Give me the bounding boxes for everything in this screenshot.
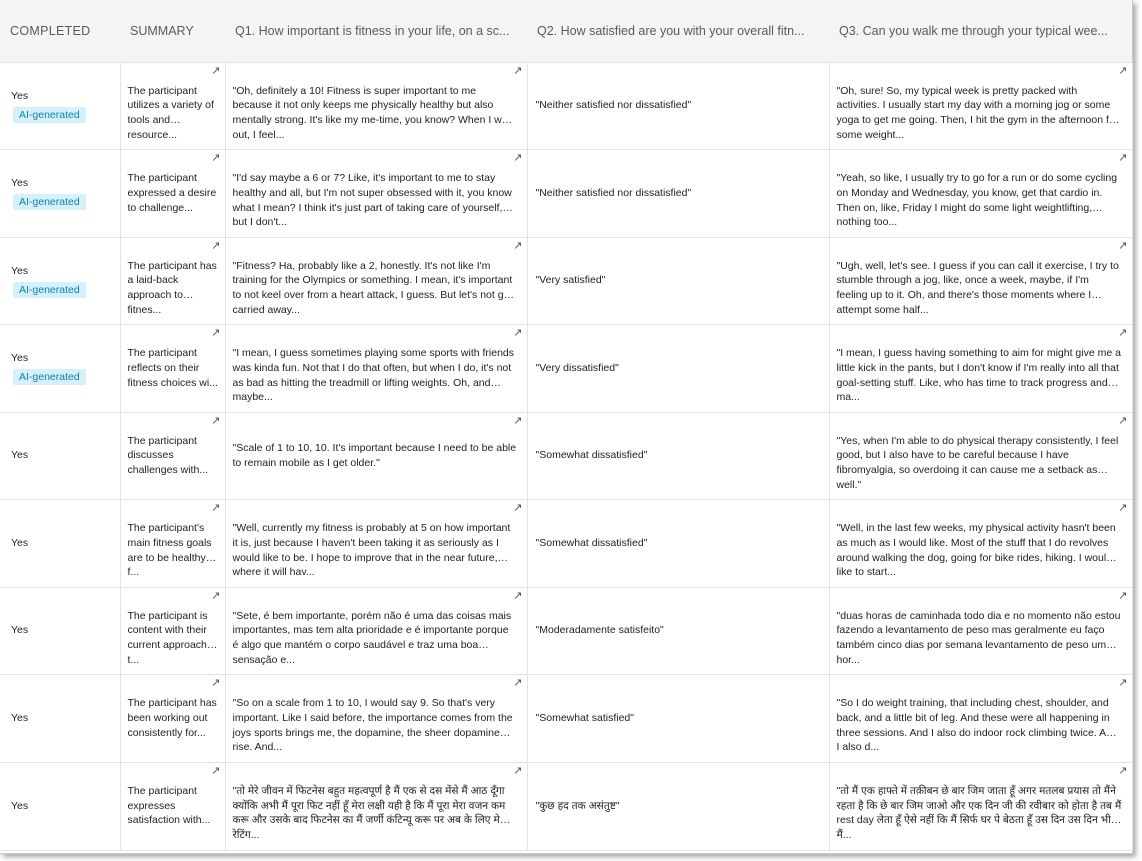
cell-summary-text: The participant expressed a desire to challenge... — [127, 172, 217, 214]
cell-q1[interactable] — [225, 62, 527, 150]
table-row[interactable] — [0, 675, 1132, 763]
cell-q2-text: "Somewhat dissatisfied" — [535, 536, 648, 549]
expand-cell-icon[interactable]: ↗ — [513, 764, 523, 777]
cell-completed[interactable] — [0, 412, 120, 500]
expand-cell-icon[interactable]: ↗ — [513, 677, 523, 689]
cell-q1-text: "I mean, I guess sometimes playing some sports with friends was kinda fun. Not that I do that often, but when I do, it's not as bad as hitting the treadmill or lifting weights. Oh, and maybe... — [232, 347, 515, 404]
cell-q1-text: "I'd say maybe a 6 or 7? Like, it's important to me to stay healthy and all, but I'm not super obsessed with it, you know what I mean? I think it's just part of taking care of yourself, but I don't... — [232, 172, 512, 229]
cell-completed[interactable] — [0, 237, 120, 325]
cell-q2[interactable] — [527, 150, 829, 238]
expand-cell-icon[interactable]: ↗ — [1118, 152, 1128, 164]
table-row[interactable] — [0, 62, 1132, 150]
cell-completed[interactable] — [0, 500, 120, 588]
cell-q2-text: "कुछ हद तक असंतुष्ट" — [535, 799, 620, 812]
column-header-summary[interactable]: SUMMARY — [120, 0, 225, 62]
cell-q2-text: "Moderadamente satisfeito" — [535, 624, 664, 637]
column-header-q1[interactable]: Q1. How important is fitness in your life, on a sc... — [225, 0, 527, 62]
cell-q2[interactable] — [527, 675, 829, 763]
cell-completed[interactable] — [0, 62, 120, 150]
cell-summary-text: The participant reflects on their fitness choices wi... — [127, 347, 218, 389]
table-row[interactable] — [0, 587, 1132, 675]
cell-summary[interactable] — [120, 762, 225, 850]
cell-q1-text: "Oh, definitely a 10! Fitness is super important to me because it not only keeps me physically healthy but also mentally strong. It's like my me-time, you know? When I work out, I feel... — [232, 84, 517, 141]
cell-q2[interactable] — [527, 587, 829, 675]
cell-q2-text: "Neither satisfied nor dissatisfied" — [535, 99, 692, 112]
cell-summary[interactable] — [120, 325, 225, 413]
cell-q3[interactable] — [829, 500, 1132, 588]
cell-q1[interactable] — [225, 412, 527, 500]
cell-q2[interactable] — [527, 412, 829, 500]
cell-q2-text: "Somewhat dissatisfied" — [535, 449, 648, 462]
completed-value: Yes — [11, 449, 29, 462]
cell-summary-text: The participant utilizes a variety of tools and resource... — [127, 84, 214, 141]
cell-q3[interactable] — [829, 412, 1132, 500]
cell-q3-text: "तो मैं एक हाफ्ते में तक़ीबन छे बार जिम जाता हूँ अगर मतलब प्रयास तो मैंने रहता है कि छे बार जिम जाओ और एक दिन जी की रवीबार को होता है तब मैं rest day लेता हूँ ऐसे नहीं कि मैं सिर्फ घर पे बेठता हूँ उस दिन उस दिन भी मैं... — [836, 785, 1122, 841]
expand-cell-icon[interactable]: ↗ — [211, 589, 221, 602]
cell-summary[interactable] — [120, 587, 225, 675]
cell-q3-text: "So I do weight training, that including chest, shoulder, and back, and a little bit of leg. And these were all happening in three sessions. And I also do indoor rock climbing twice. And I also d... — [836, 697, 1118, 754]
cell-q1[interactable] — [225, 762, 527, 850]
cell-q1[interactable] — [225, 587, 527, 675]
completed-value: Yes — [11, 624, 29, 637]
cell-summary[interactable] — [120, 500, 225, 588]
ai-generated-badge: AI-generated — [13, 107, 86, 123]
cell-q3[interactable] — [829, 237, 1132, 325]
cell-q1[interactable] — [225, 325, 527, 413]
expand-cell-icon[interactable]: ↗ — [211, 64, 221, 77]
cell-summary-text: The participant expresses satisfaction with... — [127, 785, 211, 827]
table-row[interactable] — [0, 412, 1132, 500]
cell-summary[interactable] — [120, 412, 225, 500]
cell-summary-text: The participant is content with their current approach t... — [127, 609, 208, 666]
expand-cell-icon[interactable]: ↗ — [211, 502, 221, 514]
cell-summary[interactable] — [120, 675, 225, 763]
completed-value: Yes — [11, 536, 29, 549]
cell-q2[interactable] — [527, 325, 829, 413]
cell-q1-text: "तो मेरे जीवन में फिटनेस बहुत महत्वपूर्ण है मैं एक से दस मेंसे मैं आठ दूँगा क्योंकि अभी मैं पूरा फिट नहीं हूँ मेरा लक्षी यही है कि मैं पूरा मेरा वजन कम करू और उसके बाद फिटनेस का मैं जर्णी कंटिन्यू करू पर अब के लिए मेरा रेटिंग... — [232, 785, 507, 841]
cell-q3[interactable] — [829, 325, 1132, 413]
ai-generated-badge: AI-generated — [13, 369, 86, 385]
column-header-q2[interactable]: Q2. How satisfied are you with your overall fitn... — [527, 0, 829, 62]
cell-q1[interactable] — [225, 675, 527, 763]
expand-cell-icon[interactable]: ↗ — [211, 764, 221, 777]
cell-q1-text: "Well, currently my fitness is probably at 5 on how important it is, just because I haven't been taking it as seriously as I would like to be. I hope to improve that in the near future, where it will hav... — [232, 522, 511, 579]
cell-q1-text: "Scale of 1 to 10, 10. It's important because I need to be able to remain mobile as I get older." — [232, 442, 517, 469]
cell-q3[interactable] — [829, 675, 1132, 763]
cell-summary[interactable] — [120, 237, 225, 325]
expand-cell-icon[interactable]: ↗ — [1118, 589, 1128, 602]
expand-cell-icon[interactable]: ↗ — [211, 677, 221, 689]
expand-cell-icon[interactable]: ↗ — [211, 239, 221, 252]
cell-q3-text: "Ugh, well, let's see. I guess if you can call it exercise, I try to stumble through a jog, like, once a week, maybe, if I'm feeling up to it. Oh, and there's those moments where I attempt some half... — [836, 259, 1119, 316]
expand-cell-icon[interactable]: ↗ — [1118, 239, 1128, 252]
cell-q1-text: "Fitness? Ha, probably like a 2, honestly. It's not like I'm training for the Olympics or something. I mean, it's important to not keel over from a heart attack, I guess. But let's not get carried away... — [232, 259, 513, 316]
cell-q3-text: "Yes, when I'm able to do physical therapy consistently, I feel good, but I also have to be careful because I have fibromyalgia, so overdoing it can cause me a setback as well." — [836, 434, 1119, 491]
cell-q2-text: "Very satisfied" — [535, 274, 606, 287]
cell-q1-text: "Sete, é bem importante, porém não é uma das coisas mais importantes, mas tem alta prioridade e é importante porque é algo que mantém o corpo saudável e traz uma boa sensação e... — [232, 609, 512, 666]
table-row[interactable] — [0, 325, 1132, 413]
cell-q3[interactable] — [829, 62, 1132, 150]
expand-cell-icon[interactable]: ↗ — [1118, 64, 1128, 77]
cell-q2-text: "Neither satisfied nor dissatisfied" — [535, 186, 692, 199]
cell-q3-text: "I mean, I guess having something to aim for might give me a little kick in the pants, but I don't know if I'm really into all that goal-setting stuff. Like, who has time to track progress and ma... — [836, 347, 1121, 404]
cell-q1[interactable] — [225, 150, 527, 238]
cell-q3-text: "duas horas de caminhada todo dia e no momento não estou fazendo a levantamento de peso mas geralmente eu faço também cinco dias por semana levantamento de peso uma hor... — [836, 609, 1121, 666]
expand-cell-icon[interactable]: ↗ — [513, 64, 523, 77]
expand-cell-icon[interactable]: ↗ — [1118, 327, 1128, 339]
expand-cell-icon[interactable]: ↗ — [211, 414, 221, 427]
expand-cell-icon[interactable]: ↗ — [513, 502, 523, 514]
ai-generated-badge: AI-generated — [13, 282, 86, 298]
cell-completed[interactable] — [0, 587, 120, 675]
expand-cell-icon[interactable]: ↗ — [1118, 502, 1128, 514]
completed-value: Yes — [11, 177, 29, 190]
cell-q3[interactable] — [829, 150, 1132, 238]
table-row[interactable] — [0, 237, 1132, 325]
cell-q3[interactable] — [829, 762, 1132, 850]
completed-value: Yes — [11, 89, 29, 102]
cell-q2-text: "Somewhat satisfied" — [535, 711, 634, 724]
cell-summary-text: The participant discusses challenges with... — [127, 434, 209, 477]
expand-cell-icon[interactable]: ↗ — [513, 152, 523, 164]
table-row[interactable] — [0, 762, 1132, 850]
expand-cell-icon[interactable]: ↗ — [513, 239, 523, 252]
expand-cell-icon[interactable]: ↗ — [513, 414, 523, 427]
completed-value: Yes — [11, 352, 29, 365]
completed-value: Yes — [11, 799, 29, 812]
table-header-row — [0, 0, 1132, 62]
expand-cell-icon[interactable]: ↗ — [1118, 677, 1128, 689]
cell-completed[interactable] — [0, 762, 120, 850]
cell-summary-text: The participant has a laid-back approach to fitnes... — [127, 259, 217, 316]
cell-q2[interactable] — [527, 762, 829, 850]
expand-cell-icon[interactable]: ↗ — [1118, 764, 1128, 777]
expand-cell-icon[interactable]: ↗ — [211, 152, 221, 164]
cell-q2[interactable] — [527, 62, 829, 150]
cell-completed[interactable] — [0, 150, 120, 238]
cell-summary[interactable] — [120, 150, 225, 238]
expand-cell-icon[interactable]: ↗ — [1118, 414, 1128, 427]
cell-q2[interactable] — [527, 237, 829, 325]
cell-q3-text: "Oh, sure! So, my typical week is pretty packed with activities. I usually start my day with a morning jog or some yoga to get me going. Then, I hit the gym in the afternoon for some weight... — [836, 84, 1119, 141]
cell-q2-text: "Very dissatisfied" — [535, 361, 619, 374]
table-row[interactable] — [0, 500, 1132, 588]
cell-summary-text: The participant's main fitness goals are to be healthy f... — [127, 522, 212, 579]
cell-summary[interactable] — [120, 62, 225, 150]
column-header-q3[interactable]: Q3. Can you walk me through your typical wee... — [829, 0, 1132, 62]
cell-q1[interactable] — [225, 237, 527, 325]
cell-q1-text: "So on a scale from 1 to 10, I would say 9. So that's very important. Like I said before, the importance comes from the joys sports brings me, the dopamine, the sheer dopamine rise. And... — [232, 697, 513, 754]
cell-q3[interactable] — [829, 587, 1132, 675]
completed-value: Yes — [11, 264, 29, 277]
column-header-completed[interactable]: COMPLETED — [0, 0, 120, 62]
completed-value: Yes — [11, 711, 29, 724]
cell-q2[interactable] — [527, 500, 829, 588]
expand-cell-icon[interactable]: ↗ — [513, 327, 523, 339]
cell-completed[interactable] — [0, 675, 120, 763]
table-row[interactable] — [0, 150, 1132, 238]
cell-q1[interactable] — [225, 500, 527, 588]
cell-summary-text: The participant has been working out consistently for... — [127, 697, 217, 739]
expand-cell-icon[interactable]: ↗ — [513, 589, 523, 602]
cell-q3-text: "Yeah, so like, I usually try to go for a run or do some cycling on Monday and Wednesday, you know, get that cardio in. Then on, like, Friday I might do some light weightlifting, nothing too... — [836, 172, 1118, 229]
cell-q3-text: "Well, in the last few weeks, my physical activity hasn't been as much as I would like. Most of the stuff that I do revolves around walking the dog, going for bike rides, hiking. I would like to start... — [836, 522, 1116, 579]
cell-completed[interactable] — [0, 325, 120, 413]
ai-generated-badge: AI-generated — [13, 194, 86, 210]
expand-cell-icon[interactable]: ↗ — [211, 327, 221, 339]
